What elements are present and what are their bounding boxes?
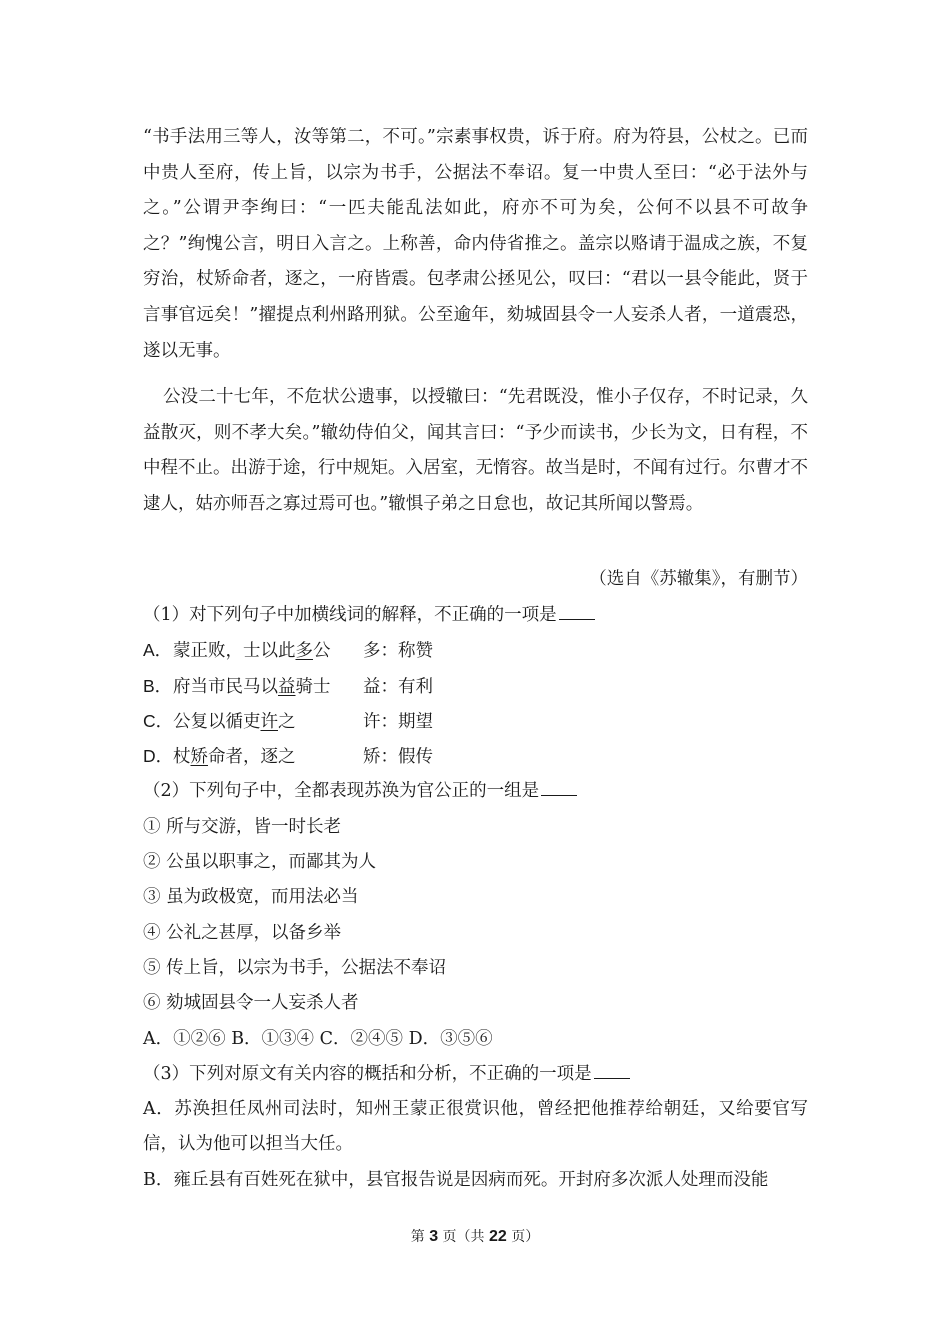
footer-suffix: 页） xyxy=(511,1229,540,1245)
sentence-pre: 杖 xyxy=(173,747,191,768)
underlined-word: 益 xyxy=(278,676,296,697)
q1-option-b xyxy=(143,669,823,704)
q3-option-a: A．苏涣担任凤州司法时，知州王蒙正很赏识他，曾经把他推荐给朝廷，又给要官写信，认为他可以担当大任。 xyxy=(143,1099,808,1155)
q1-option-a xyxy=(143,633,823,668)
q2-item: ① 所与交游，皆一时长老 xyxy=(143,816,342,837)
sentence-post: 公 xyxy=(313,641,331,662)
source-citation: （选自《苏辙集》，有删节） xyxy=(589,569,808,589)
q2-item: ④ 公礼之甚厚，以备乡举 xyxy=(143,922,342,943)
option-sentence xyxy=(173,705,363,740)
q1-stem-text: （1）对下列句子中加横线词的解释，不正确的一项是 xyxy=(143,605,557,625)
underlined-word: 多 xyxy=(295,641,313,662)
passage-paragraph-1: “书手法用三等人，汝等第二，不可。”宗素事权贵，诉于府。府为符县，公杖之。已而中贵人至府，传上旨，以宗为书手，公据法不奉诏。复一中贵人至曰：“必于法外与之。”公谓尹李绚曰：“一匹夫能乱法如此，府亦不可为矣，公何不以县不可故争之？”绚愧公言，明日入言之。上称善，命内侍省推之。盖宗以赂请于温成之族，不复穷治，杖矫命者，逐之，一府皆震。包孝肃公拯见公，叹曰：“君以一县令能此，贤于言事官远矣！”擢提点利州路刑狱。公至逾年，劾城固县令一人妄杀人者，一道震恐，遂以无事。 xyxy=(143,127,808,361)
current-page-number: 3 xyxy=(429,1228,439,1245)
option-gloss: 许：期望 xyxy=(363,711,433,732)
q2-item: ⑥ 劾城固县令一人妄杀人者 xyxy=(143,993,359,1014)
footer-prefix: 第 xyxy=(410,1229,425,1245)
q2-item: ⑤ 传上旨，以宗为书手，公据法不奉诏 xyxy=(143,957,447,978)
footer-middle: 页（共 xyxy=(442,1229,485,1245)
option-sentence xyxy=(173,740,363,775)
option-sentence xyxy=(173,670,363,705)
q1-option-d xyxy=(143,739,823,774)
option-sentence xyxy=(173,634,363,669)
answer-blank xyxy=(594,1058,630,1079)
questions xyxy=(143,598,823,1198)
option-gloss: 多：称赞 xyxy=(363,641,433,662)
total-page-count: 22 xyxy=(489,1228,507,1245)
option-label: A． xyxy=(143,640,173,661)
q2-choices: A．①②⑥ B．①③④ C．②④⑤ D．③⑤⑥ xyxy=(143,1028,493,1049)
q1-stem xyxy=(143,598,823,633)
option-gloss: 益：有利 xyxy=(363,676,433,697)
q3-stem-text: （3）下列对原文有关内容的概括和分析，不正确的一项是 xyxy=(143,1063,592,1084)
answer-blank xyxy=(541,775,577,796)
option-gloss: 矫：假传 xyxy=(363,747,433,768)
page-footer xyxy=(0,1226,950,1246)
answer-blank xyxy=(559,599,595,620)
sentence-pre: 府当市民马以 xyxy=(173,676,278,697)
q1-option-c xyxy=(143,704,823,739)
q2-stem-text: （2）下列句子中，全都表现苏涣为官公正的一组是 xyxy=(143,781,540,802)
option-label: D． xyxy=(143,746,174,767)
underlined-word: 矫 xyxy=(190,747,208,768)
q3-option-b: B．雍丘县有百姓死在狱中，县官报告说是因病而死。开封府多次派人处理而没能 xyxy=(143,1169,769,1190)
q2-item: ③ 虽为政极宽，而用法必当 xyxy=(143,887,359,908)
q2-stem xyxy=(143,774,823,809)
underlined-word: 许 xyxy=(260,711,278,732)
option-label: B． xyxy=(143,675,173,696)
sentence-post: 骑士 xyxy=(295,676,331,697)
passage-paragraph-2: 公没二十七年，不危状公遗事，以授辙曰：“先君既没，惟小子仅存，不时记录，久益散灭，则不孝大矣。”辙幼侍伯父，闻其言曰：“予少而读书，少长为文，日有程，不中程不止。出游于途，行中规矩。入居室，无惰容。故当是时，不闻有过行。尔曹才不逮人，姑亦师吾之寡过焉可也。”辙惧子弟之日怠也，故记其所闻以警焉。 xyxy=(143,387,808,514)
q3-stem xyxy=(143,1057,823,1092)
q2-item: ② 公虽以职事之，而鄙其为人 xyxy=(143,852,377,873)
sentence-post: 命者，逐之 xyxy=(208,747,296,768)
sentence-post: 之 xyxy=(278,711,296,732)
option-label: C． xyxy=(143,710,174,731)
sentence-pre: 蒙正败，士以此 xyxy=(173,641,296,662)
sentence-pre: 公复以循吏 xyxy=(173,711,261,732)
